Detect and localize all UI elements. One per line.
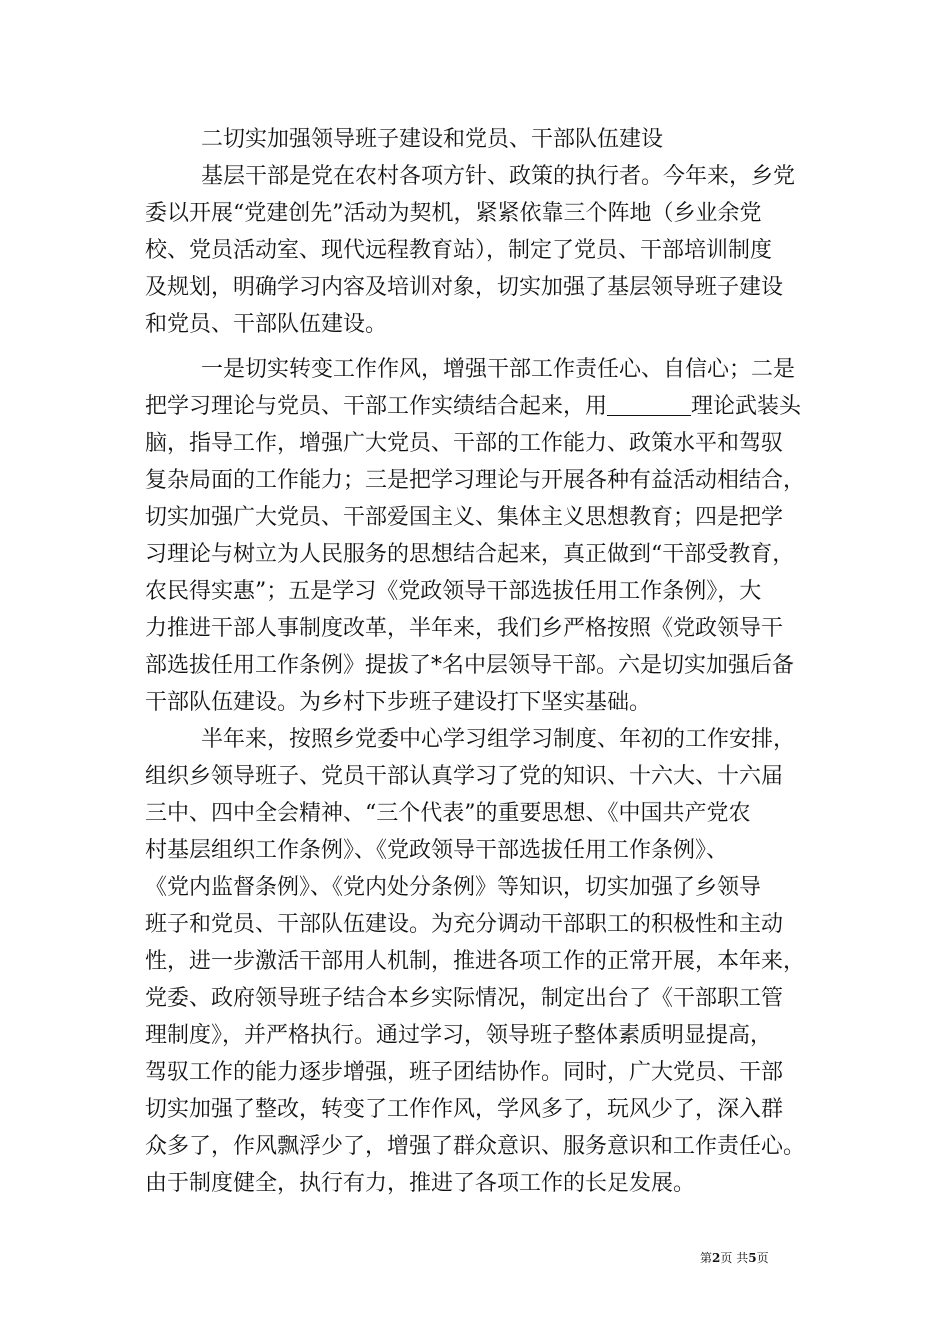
fill-in-blank [607,391,691,416]
paragraph-line: 和党员、干部队伍建设。 [145,312,388,337]
footer-suffix: 页 [756,1251,769,1265]
paragraph-3 [145,721,835,1202]
current-page-number: 2 [712,1251,721,1265]
paragraph-line: 切实加强广大党员、干部爱国主义、集体主义思想教育；四是把学 [145,505,784,530]
paragraph-line: 习理论与树立为人民服务的思想结合起来，真正做到“干部受教育， [145,542,795,567]
paragraph-line: 农民得实惠”；五是学习《党政领导干部选拔任用工作条例》，大 [145,579,762,604]
paragraph-line: 党委、政府领导班子结合本乡实际情况，制定出台了《干部职工管 [145,986,784,1011]
paragraph-line: 切实加强了整改，转变了工作作风，学风多了，玩风少了，深入群 [145,1097,784,1122]
paragraph-line: 基层干部是党在农村各项方针、政策的执行者。今年来，乡党 [201,164,796,189]
paragraph-line: 村基层组织工作条例》、《党政领导干部选拔任用工作条例》、 [145,838,729,863]
paragraph-line: 三中、四中全会精神、“三个代表”的重要思想、《中国共产党农 [145,801,751,826]
page-number-footer [700,1250,840,1266]
section-heading: 二切实加强领导班子建设和党员、干部队伍建设 [201,127,664,152]
paragraph-line: 组织乡领导班子、党员干部认真学习了党的知识、十六大、十六届 [145,764,784,789]
paragraph-line: 班子和党员、干部队伍建设。为充分调动干部职工的积极性和主动 [145,912,784,937]
paragraph-line [145,388,835,425]
paragraph-2 [145,351,835,721]
paragraph-line: 性，进一步激活干部用人机制，推进各项工作的正常开展，本年来， [145,949,806,974]
text-after-blank: 理论武装头 [691,394,802,419]
paragraph-line: 半年来，按照乡党委中心学习组学习制度、年初的工作安排， [201,727,796,752]
paragraph-line: 理制度》，并严格执行。通过学习，领导班子整体素质明显提高， [145,1023,773,1048]
paragraph-line: 校、党员活动室、现代远程教育站），制定了党员、干部培训制度 [145,238,773,263]
paragraph-line: 众多了，作风飘浮少了，增强了群众意识、服务意识和工作责任心。 [145,1134,806,1159]
paragraph-line: 由于制度健全，执行有力，推进了各项工作的长足发展。 [145,1171,696,1196]
paragraph-line: 驾驭工作的能力逐步增强，班子团结协作。同时，广大党员、干部 [145,1060,784,1085]
footer-middle: 页 共 [720,1251,749,1265]
paragraph-line: 干部队伍建设。为乡村下步班子建设打下坚实基础。 [145,690,652,715]
paragraph-line: 脑，指导工作，增强广大党员、干部的工作能力、政策水平和驾驭 [145,431,784,456]
text-before-blank: 把学习理论与党员、干部工作实绩结合起来，用 [145,394,608,419]
paragraph-line: 力推进干部人事制度改革，半年来，我们乡严格按照《党政领导干 [145,616,784,641]
document-body [145,121,835,1202]
paragraph-line: 一是切实转变工作作风，增强干部工作责任心、自信心；二是 [201,357,796,382]
paragraph-1 [145,158,835,343]
paragraph-line: 部选拔任用工作条例》提拔了*名中层领导干部。六是切实加强后备 [145,653,795,678]
paragraph-line: 及规划，明确学习内容及培训对象，切实加强了基层领导班子建设 [145,275,784,300]
total-page-count: 5 [748,1251,757,1265]
paragraph-line: 委以开展“党建创先”活动为契机，紧紧依靠三个阵地（乡业余党 [145,201,762,226]
paragraph-line: 《党内监督条例》、《党内处分条例》等知识，切实加强了乡领导 [145,875,762,900]
paragraph-line: 复杂局面的工作能力；三是把学习理论与开展各种有益活动相结合， [145,468,806,493]
footer-prefix: 第 [700,1251,713,1265]
